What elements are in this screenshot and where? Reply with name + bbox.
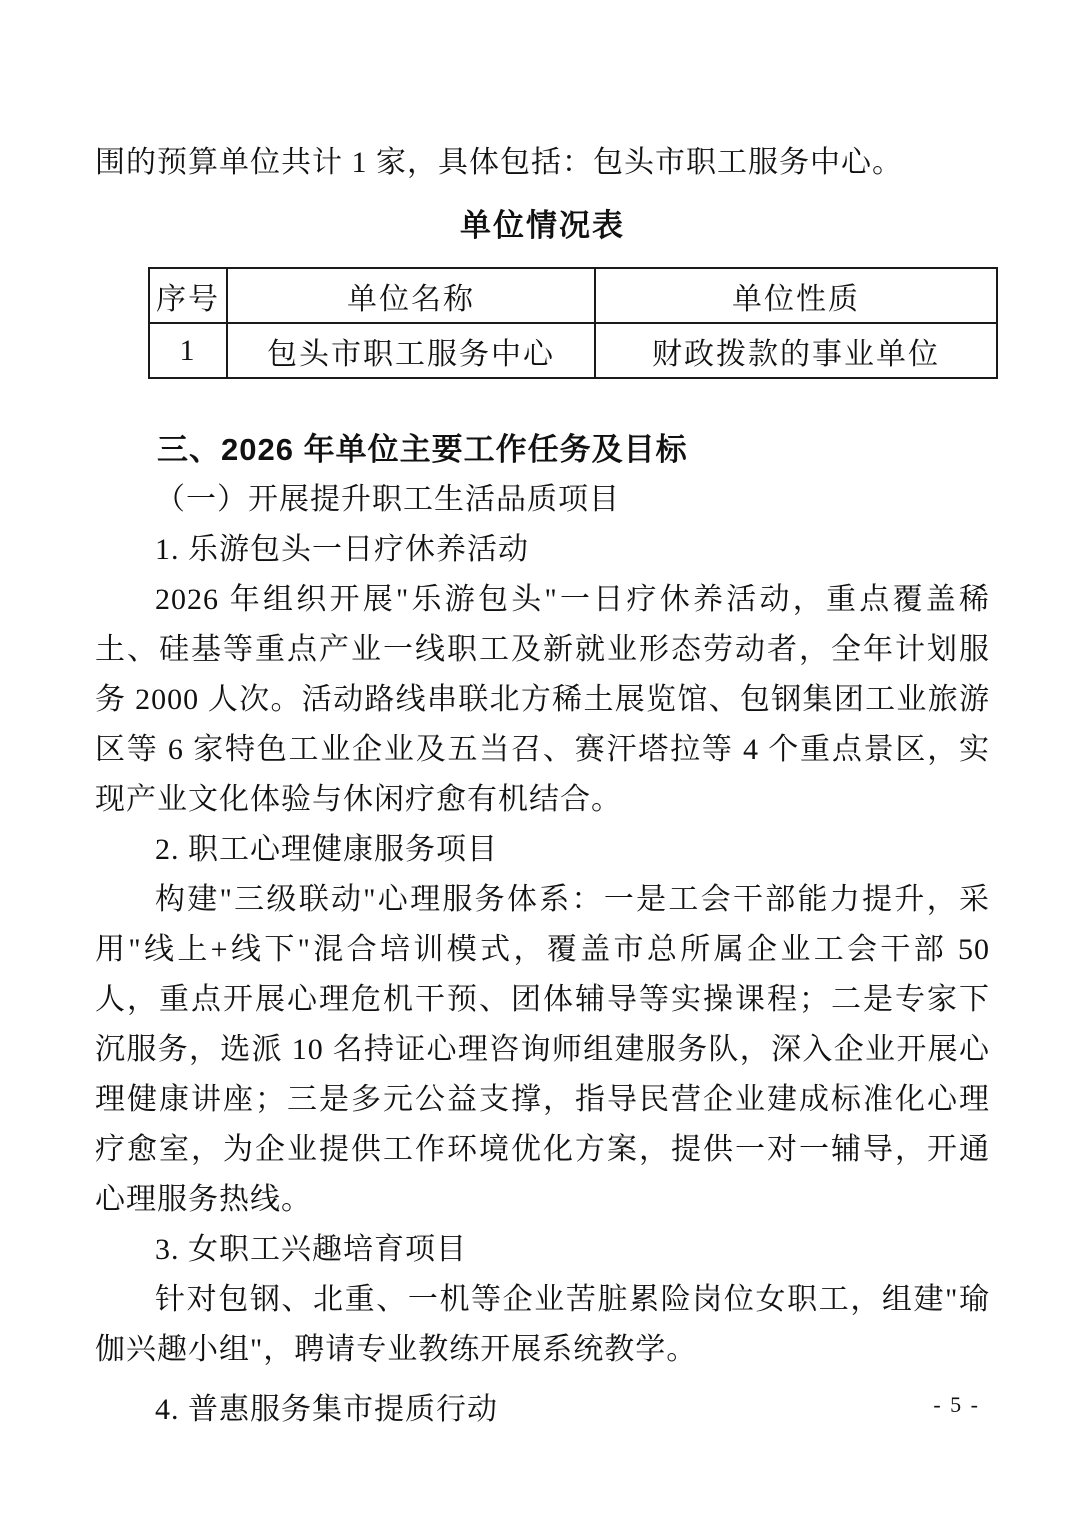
intro-paragraph: 围的预算单位共计 1 家，具体包括：包头市职工服务中心。 [95,146,903,179]
table-cell-seq: 1 [149,323,227,378]
section-heading-3: 三、2026 年单位主要工作任务及目标 [157,432,688,467]
table-header-unit-name: 单位名称 [227,268,595,323]
paragraph-leyou-baotou: 2026 年组织开展"乐游包头"一日疗休养活动，重点覆盖稀土、硅基等重点产业一线职工及新就业形态劳动者，全年计划服务 2000 人次。活动路线串联北方稀土展览馆、包钢集团工业旅游区等 6 家特色工业企业及五当召、赛汗塔拉等 4 个重点景区，实现产业文化体验与休闲疗愈有机结合。 [95,583,990,816]
table-header-unit-nature: 单位性质 [595,268,997,323]
item-heading-3: 3. 女职工兴趣培育项目 [155,1233,467,1266]
table-header-row [149,268,997,323]
table-cell-unit-nature: 财政拨款的事业单位 [595,323,997,378]
unit-info-table [148,267,998,379]
item-heading-2: 2. 职工心理健康服务项目 [155,833,498,866]
item-heading-1: 1. 乐游包头一日疗休养活动 [155,533,529,566]
page-number: - 5 - [933,1392,980,1417]
table-cell-unit-name: 包头市职工服务中心 [227,323,595,378]
paragraph-women-interest: 针对包钢、北重、一机等企业苦脏累险岗位女职工，组建"瑜伽兴趣小组"，聘请专业教练开展系统教学。 [95,1283,990,1366]
item-heading-4: 4. 普惠服务集市提质行动 [155,1393,498,1426]
document-content [95,138,990,1435]
table-header-seq: 序号 [149,268,227,323]
table-row [149,323,997,378]
subsection-heading-1: （一）开展提升职工生活品质项目 [155,483,620,516]
table-title: 单位情况表 [460,208,625,243]
paragraph-mental-health: 构建"三级联动"心理服务体系：一是工会干部能力提升，采用"线上+线下"混合培训模式，覆盖市总所属企业工会干部 50 人，重点开展心理危机干预、团体辅导等实操课程；二是专家下沉服务，选派 10 名持证心理咨询师组建服务队，深入企业开展心理健康讲座；三是多元公益支撑，指导民营企业建成标准化心理疗愈室，为企业提供工作环境优化方案，提供一对一辅导，开通心理服务热线。 [95,883,990,1216]
